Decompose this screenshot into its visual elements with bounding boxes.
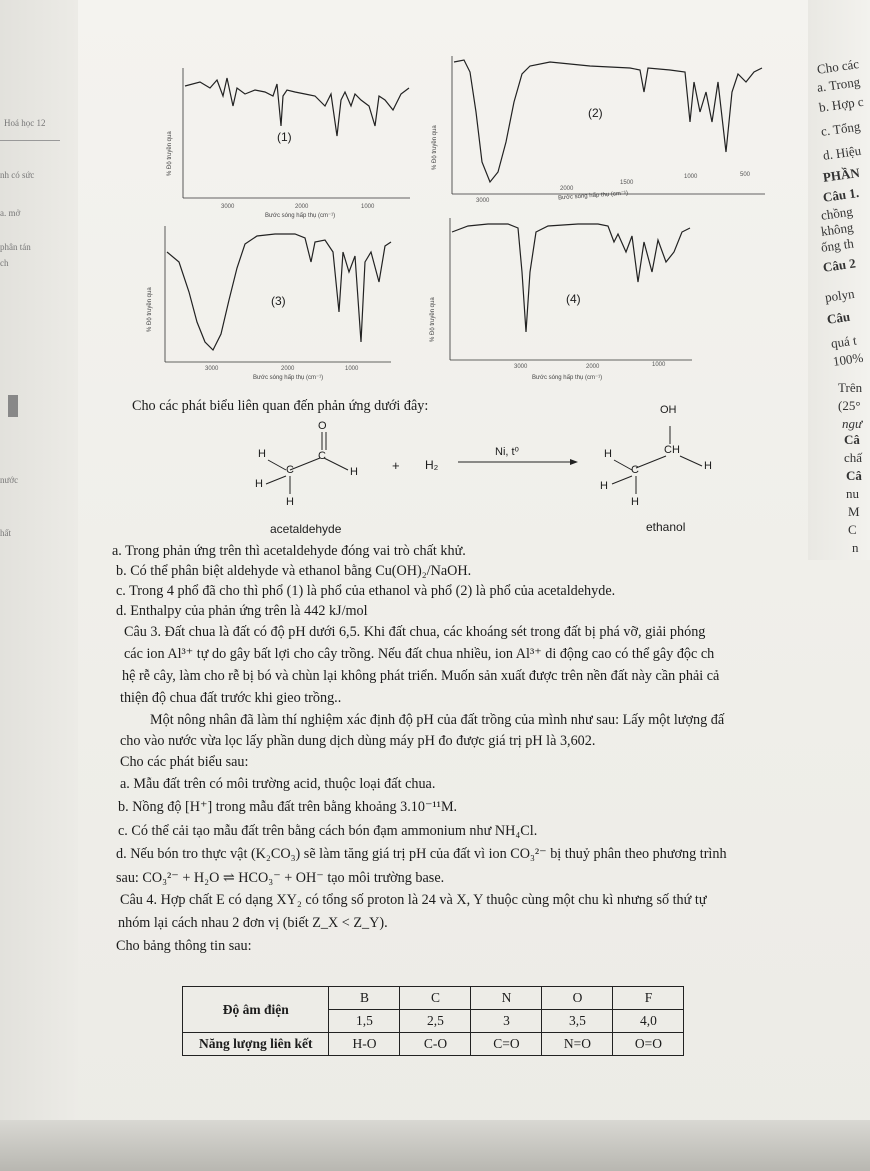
- spectrum-2-label: (2): [588, 106, 603, 120]
- margin-mark: [8, 395, 18, 417]
- tick-label: 3000: [476, 198, 490, 204]
- table-cell: B: [329, 987, 400, 1010]
- atom-label: C: [286, 464, 294, 476]
- right-margin-text: Câ: [844, 432, 860, 447]
- x-axis-caption: Bước sóng hấp thụ (cm⁻¹): [253, 375, 324, 381]
- q3-statement-b: b. Nồng độ [H⁺] trong mẫu đất trên bằng khoảng 3.10⁻¹¹M.: [118, 799, 458, 815]
- atom-label: H: [255, 478, 263, 490]
- right-margin-text: nu: [846, 486, 859, 501]
- tick-label: 2000: [295, 204, 309, 210]
- atom-label: H: [631, 496, 639, 508]
- table-header-electronegativity: Độ âm điện: [183, 987, 329, 1033]
- right-margin-text: a. Trong: [816, 73, 862, 95]
- spectrum-3-label: (3): [271, 294, 286, 308]
- product-name: ethanol: [646, 520, 686, 534]
- right-margin-text: Trên: [838, 380, 863, 395]
- table-cell: 4,0: [613, 1010, 684, 1033]
- left-margin-text: phân tán: [0, 242, 31, 252]
- right-margin-text: n: [852, 540, 859, 555]
- tick-label: 3000: [514, 364, 528, 370]
- right-margin-text: d. Hiệu: [822, 142, 862, 163]
- right-margin-text: Cho các: [816, 56, 860, 77]
- atom-label: C: [631, 464, 639, 476]
- atom-label: H: [258, 448, 266, 460]
- right-margin-text: M: [848, 504, 860, 519]
- right-margin-text: chấ: [844, 450, 863, 465]
- q2-statement-c: c. Trong 4 phổ đã cho thì phổ (1) là phổ của ethanol và phổ (2) là phổ của acetaldehyde.: [116, 583, 616, 599]
- q3-line-6: cho vào nước vừa lọc lấy phần dung dịch dùng máy pH đo được giá trị pH là 3,602.: [120, 733, 596, 749]
- tick-label: 3000: [221, 204, 235, 210]
- right-margin-text: b. Hợp c: [818, 93, 865, 115]
- table-cell: 1,5: [329, 1010, 400, 1033]
- q3-line-1: Câu 3. Đất chua là đất có độ pH dưới 6,5. Khi đất chua, các khoáng sét trong đất bị phá vỡ, giải phóng: [124, 624, 706, 640]
- right-margin-text: ống th: [820, 235, 855, 255]
- x-axis-caption: Bước sóng hấp thụ (cm⁻¹): [557, 190, 629, 202]
- table-cell: H-O: [329, 1033, 400, 1056]
- right-margin-text: Câu 1.: [822, 184, 860, 205]
- tick-label: 1000: [652, 362, 666, 368]
- left-margin-text: ch: [0, 258, 9, 268]
- tick-label: 2000: [586, 364, 600, 370]
- spectrum-3-plot: [145, 222, 395, 372]
- table-cell: C: [400, 987, 471, 1010]
- left-margin-text: hất: [0, 528, 11, 538]
- q3-line-4: thiện độ chua đất trước khi gieo trồng..: [120, 690, 342, 706]
- table-cell: C=O: [471, 1033, 542, 1056]
- q2-statement-d: d. Enthalpy của phản ứng trên là 442 kJ/mol: [116, 603, 368, 619]
- q3-line-5: Một nông nhân đã làm thí nghiệm xác định độ pH của đất trồng của mình như sau: Lấy một lượng đấ: [150, 712, 725, 728]
- left-margin-text: nh có sức: [0, 170, 35, 180]
- table-cell: 2,5: [400, 1010, 471, 1033]
- table-row: [183, 987, 684, 1010]
- table-cell: 3: [471, 1010, 542, 1033]
- right-margin-text: c. Tổng: [820, 118, 862, 139]
- right-margin-text: 100%: [832, 349, 865, 369]
- spectrum-2-plot: [430, 52, 770, 212]
- atom-label: C: [318, 450, 326, 462]
- q3-line-7: Cho các phát biểu sau:: [120, 754, 249, 770]
- reaction-bonds: [240, 410, 720, 530]
- atom-label: H: [704, 460, 712, 472]
- ir-spectrum-3: [145, 222, 395, 381]
- table-cell: O: [542, 987, 613, 1010]
- q4-line-3: Cho bảng thông tin sau:: [116, 938, 252, 954]
- right-margin-text: polyn: [824, 285, 856, 305]
- reactant-name: acetaldehyde: [270, 522, 342, 536]
- ir-spectrum-1: [165, 66, 415, 219]
- table-cell: O=O: [613, 1033, 684, 1056]
- atom-label: OH: [660, 404, 677, 416]
- tick-label: 1000: [684, 174, 698, 180]
- right-margin-text: PHẦN: [822, 164, 861, 185]
- table-cell: F: [613, 987, 684, 1010]
- plus-sign: +: [392, 458, 400, 473]
- right-margin-text: C: [848, 522, 857, 537]
- tick-label: 2000: [560, 186, 574, 192]
- tick-label: 3000: [205, 366, 219, 372]
- y-axis-caption: % Độ truyền qua: [430, 297, 436, 342]
- right-margin-text: quá t: [830, 332, 858, 351]
- atom-label: H: [600, 480, 608, 492]
- atom-label: CH: [664, 444, 680, 456]
- right-margin-text: Câu 2: [822, 255, 857, 275]
- left-page-margin: [0, 0, 78, 1120]
- q3-statement-a: a. Mẫu đất trên có môi trường acid, thuộc loại đất chua.: [120, 776, 436, 792]
- spectrum-1-label: (1): [277, 130, 292, 144]
- right-margin-text: (25°: [838, 398, 861, 413]
- reaction-condition: Ni, t⁰: [495, 446, 519, 458]
- atom-label: H: [604, 448, 612, 460]
- right-margin-text: Câ: [846, 468, 862, 483]
- y-axis-caption: % Độ truyền qua: [432, 125, 438, 170]
- q3-line-2: các ion Al³⁺ tự do gây bất lợi cho cây trồng. Nếu đất chua nhiều, ion Al³⁺ di động cao có thể gây độc ch: [124, 646, 715, 662]
- x-axis-caption: Bước sóng hấp thụ (cm⁻¹): [532, 375, 603, 381]
- reaction-intro: Cho các phát biểu liên quan đến phản ứng dưới đây:: [132, 398, 429, 414]
- table-cell: N=O: [542, 1033, 613, 1056]
- y-axis-caption: % Độ truyền qua: [167, 131, 173, 176]
- table-cell: C-O: [400, 1033, 471, 1056]
- tick-label: 1000: [361, 204, 375, 210]
- page-shadow: [0, 1120, 870, 1171]
- right-margin-text: không: [820, 219, 855, 239]
- table-cell: N: [471, 987, 542, 1010]
- q2-statement-a: a. Trong phản ứng trên thì acetaldehyde đóng vai trò chất khử.: [112, 543, 466, 559]
- q2-statement-b: b. Có thể phân biệt aldehyde và ethanol bằng Cu(OH)₂/NaOH.: [116, 563, 472, 579]
- ir-spectrum-4: [428, 212, 698, 381]
- right-margin-text: Câu: [826, 308, 851, 327]
- atom-label: H: [286, 496, 294, 508]
- margin-rule: [0, 140, 60, 141]
- tick-label: 1000: [345, 366, 359, 372]
- q3-line-3: hệ rễ cây, làm cho rễ bị bó và chùn lại không phát triển. Muốn sản xuất được trên nền đất này cần phải cả: [122, 668, 720, 684]
- left-margin-text: Hoá học 12: [4, 118, 46, 128]
- left-margin-text: a. mở: [0, 208, 21, 218]
- table-header-bond-energy: Năng lượng liên kết: [183, 1033, 329, 1056]
- y-axis-caption: % Độ truyền qua: [147, 287, 153, 332]
- q3-statement-c: c. Có thể cải tạo mẫu đất trên bằng cách bón đạm ammonium như NH₄Cl.: [118, 823, 538, 839]
- spectrum-4-label: (4): [566, 292, 581, 306]
- tick-label: 2000: [281, 366, 295, 372]
- spectrum-4-plot: [428, 212, 698, 372]
- q4-line-2: nhóm lại cách nhau 2 đơn vị (biết Z_X < Z_Y).: [118, 915, 388, 931]
- electronegativity-bond-table: [182, 986, 684, 1056]
- atom-label: O: [318, 420, 327, 432]
- right-margin-text: ngư: [842, 416, 863, 431]
- table-cell: 3,5: [542, 1010, 613, 1033]
- left-margin-text: nước: [0, 475, 19, 485]
- ir-spectrum-2: [430, 52, 770, 212]
- right-margin-text: chồng: [820, 203, 854, 223]
- tick-label: 500: [740, 172, 751, 178]
- q3-statement-d: d. Nếu bón tro thực vật (K₂CO₃) sẽ làm tăng giá trị pH của đất vì ion CO₃²⁻ bị thuỷ phân theo phương trình: [116, 846, 727, 862]
- hydrogen-reagent: H₂: [425, 458, 439, 472]
- table-row: [183, 1033, 684, 1056]
- q4-line-1: Câu 4. Hợp chất E có dạng XY₂ có tổng số proton là 24 và X, Y thuộc cùng một chu kì nhưng số thứ tự: [120, 892, 707, 908]
- atom-label: H: [350, 466, 358, 478]
- x-axis-caption: Bước sóng hấp thụ (cm⁻¹): [265, 213, 336, 219]
- q3-equation-line: sau: CO₃²⁻ + H₂O ⇌ HCO₃⁻ + OH⁻ tạo môi trường base.: [116, 870, 445, 886]
- tick-label: 1500: [620, 180, 634, 186]
- right-page-margin: [808, 0, 870, 560]
